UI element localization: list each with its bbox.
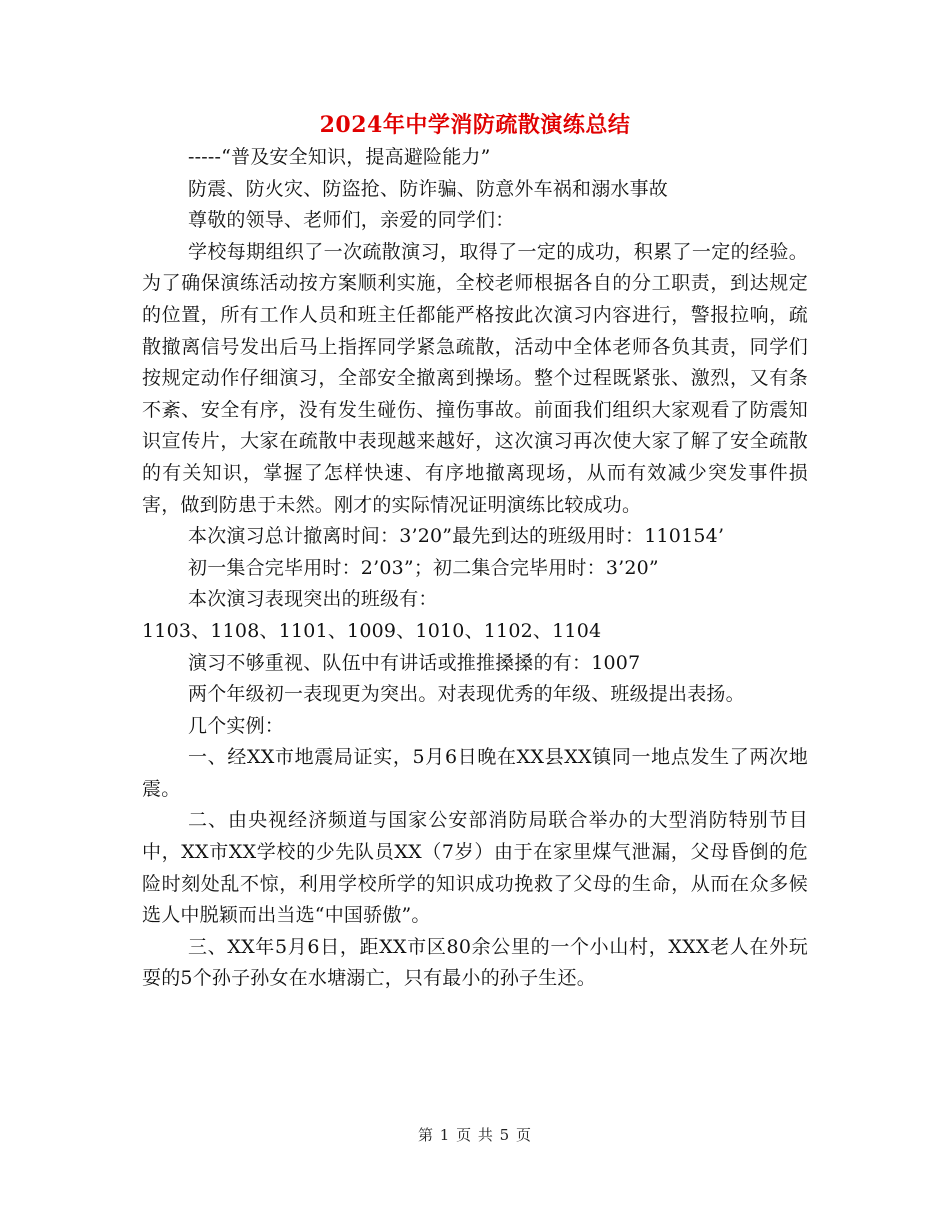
- page-number: 第 1 页 共 5 页: [418, 1126, 532, 1144]
- document-subtitle: -----“普及安全知识，提高避险能力”: [188, 146, 491, 168]
- document-title: 2024年中学消防疏散演练总结: [319, 112, 631, 138]
- example-3: 三、XX年5月6日，距XX市区80余公里的一个小山村，XXX老人在外玩耍的5个孙子孙女在水塘溺亡，只有最小的孙子生还。: [142, 935, 808, 990]
- outstanding-classes: 1103、1108、1101、1009、1010、1102、1104: [142, 619, 602, 642]
- document-page: [142, 108, 808, 995]
- not-serious-classes: 演习不够重视、队伍中有讲话或推推搡搡的有：1007: [188, 651, 641, 674]
- example-2: 二、由央视经济频道与国家公安部消防局联合举办的大型消防特别节目中，XX市XX学校的少先队员XX（7岁）由于在家里煤气泄漏，父母昏倒的危险时刻处乱不惊，利用学校所学的知识成功挽救了父母的生命，从而在众多候选人中脱颖而出当选“中国骄傲”。: [142, 809, 808, 927]
- praise-text: 两个年级初一表现更为突出。对表现优秀的年级、班级提出表扬。: [188, 683, 745, 706]
- examples-label: 几个实例：: [188, 714, 285, 737]
- paragraph-body: 学校每期组织了一次疏散演习，取得了一定的成功，积累了一定的经验。为了确保演练活动按方案顺利实施，全校老师根据各自的分工职责，到达规定的位置，所有工作人员和班主任都能严格按此次演习内容进行，警报拉响，疏散撤离信号发出后马上指挥同学紧急疏散，活动中全体老师各负其责，同学们按规定动作仔细演习，全部安全撤离到操场。整个过程既紧张、激烈，又有条不紊、安全有序，没有发生碰伤、撞伤事故。前面我们组织大家观看了防震知识宣传片，大家在疏散中表现越来越好，这次演习再次使大家了解了安全疏散的有关知识，掌握了怎样快速、有序地撤离现场，从而有效减少突发事件损害，做到防患于未然。刚才的实际情况证明演练比较成功。: [142, 240, 808, 516]
- document-theme: 防震、防火灾、防盗抢、防诈骗、防意外车祸和溺水事故: [188, 177, 669, 200]
- time-total: 本次演习总计撤离时间：3’20”最先到达的班级用时：110154’: [188, 525, 725, 548]
- time-grades: 初一集合完毕用时：2’03”；初二集合完毕用时：3’20”: [188, 556, 659, 579]
- greeting: 尊敬的领导、老师们，亲爱的同学们：: [188, 209, 515, 232]
- example-1: 一、经XX市地震局证实，5月6日晚在XX县XX镇同一地点发生了两次地震。: [142, 746, 808, 800]
- outstanding-label: 本次演习表现突出的班级有：: [188, 588, 438, 611]
